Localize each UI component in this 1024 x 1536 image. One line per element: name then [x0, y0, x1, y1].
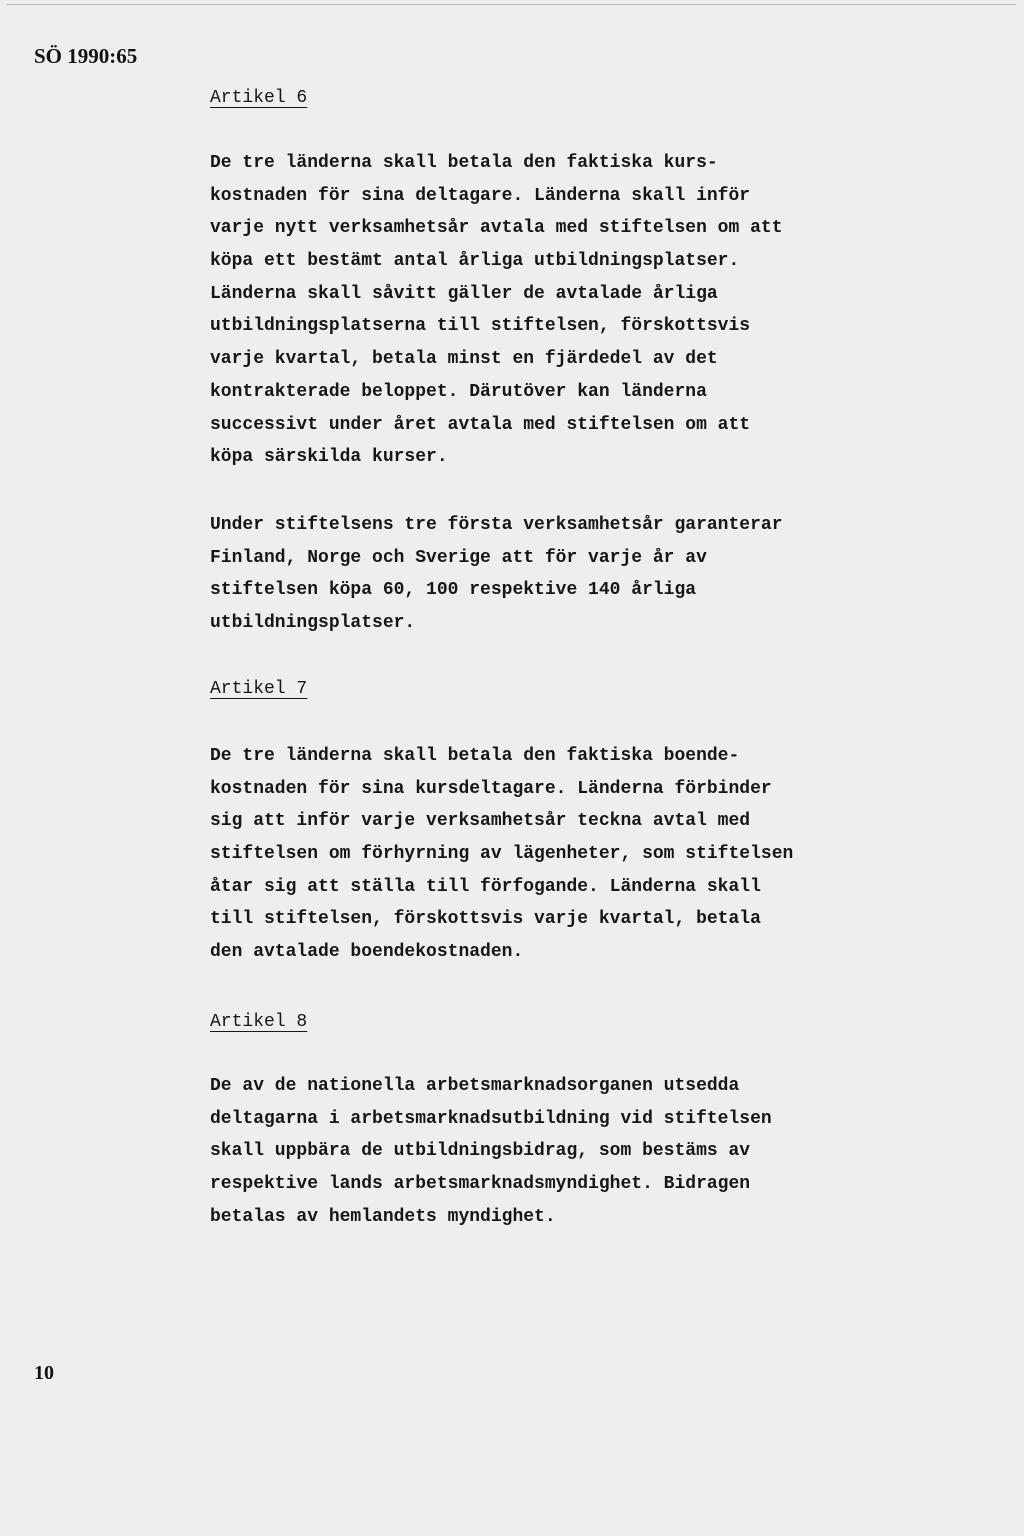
text-line: Under stiftelsens tre första verksamhetsår garanterar — [210, 515, 783, 535]
text-line: kostnaden för sina kursdeltagare. Länderna förbinder — [210, 778, 772, 799]
text-line: varje kvartal, betala minst en fjärdedel av det — [210, 349, 718, 370]
text-line: kostnaden för sina deltagare. Länderna skall inför — [210, 185, 751, 206]
text-line: De tre länderna skall betala den faktiska boende- — [210, 746, 740, 766]
text-line: stiftelsen om förhyrning av lägenheter, som stiftelsen — [210, 844, 794, 865]
text-line: deltagarna i arbetsmarknadsutbildning vid stiftelsen — [210, 1108, 772, 1129]
text-line: kontrakterade beloppet. Därutöver kan länderna — [210, 381, 707, 402]
article-7-paragraph-1 — [210, 740, 793, 969]
text-line: Länderna skall såvitt gäller de avtalade årliga — [210, 283, 718, 304]
text-line: sig att inför varje verksamhetsår teckna avtal med — [210, 811, 751, 832]
document-reference: SÖ 1990:65 — [34, 44, 138, 68]
text-line: åtar sig att ställa till förfogande. Länderna skall — [210, 876, 761, 897]
article-7-heading: Artikel 7 — [210, 679, 308, 699]
text-line: varje nytt verksamhetsår avtala med stiftelsen om att — [210, 218, 783, 239]
page-number: 10 — [34, 1362, 54, 1384]
article-6-heading: Artikel 6 — [210, 88, 308, 108]
text-line: köpa särskilda kurser. — [210, 447, 448, 468]
text-line: till stiftelsen, förskottsvis varje kvartal, betala — [210, 909, 761, 930]
text-line: skall uppbära de utbildningsbidrag, som bestäms av — [210, 1141, 751, 1162]
article-8-heading: Artikel 8 — [210, 1012, 308, 1032]
text-line: successivt under året avtala med stiftelsen om att — [210, 414, 751, 435]
text-line: utbildningsplatser. — [210, 613, 416, 634]
text-line: betalas av hemlandets myndighet. — [210, 1206, 556, 1227]
text-line: De av de nationella arbetsmarknadsorganen utsedda — [210, 1076, 740, 1096]
text-line: köpa ett bestämt antal årliga utbildningsplatser. — [210, 251, 740, 272]
text-line: De tre länderna skall betala den faktiska kurs- — [210, 153, 718, 173]
top-scan-edge — [6, 4, 1016, 5]
text-line: Finland, Norge och Sverige att för varje år av — [210, 547, 707, 568]
text-line: stiftelsen köpa 60, 100 respektive 140 årliga — [210, 580, 697, 601]
article-6-paragraph-1 — [210, 147, 783, 474]
article-8-paragraph-1 — [210, 1070, 772, 1233]
text-line: respektive lands arbetsmarknadsmyndighet. Bidragen — [210, 1174, 751, 1195]
article-6-paragraph-2 — [210, 509, 783, 640]
text-line: utbildningsplatserna till stiftelsen, förskottsvis — [210, 316, 751, 337]
text-line: den avtalade boendekostnaden. — [210, 942, 524, 963]
